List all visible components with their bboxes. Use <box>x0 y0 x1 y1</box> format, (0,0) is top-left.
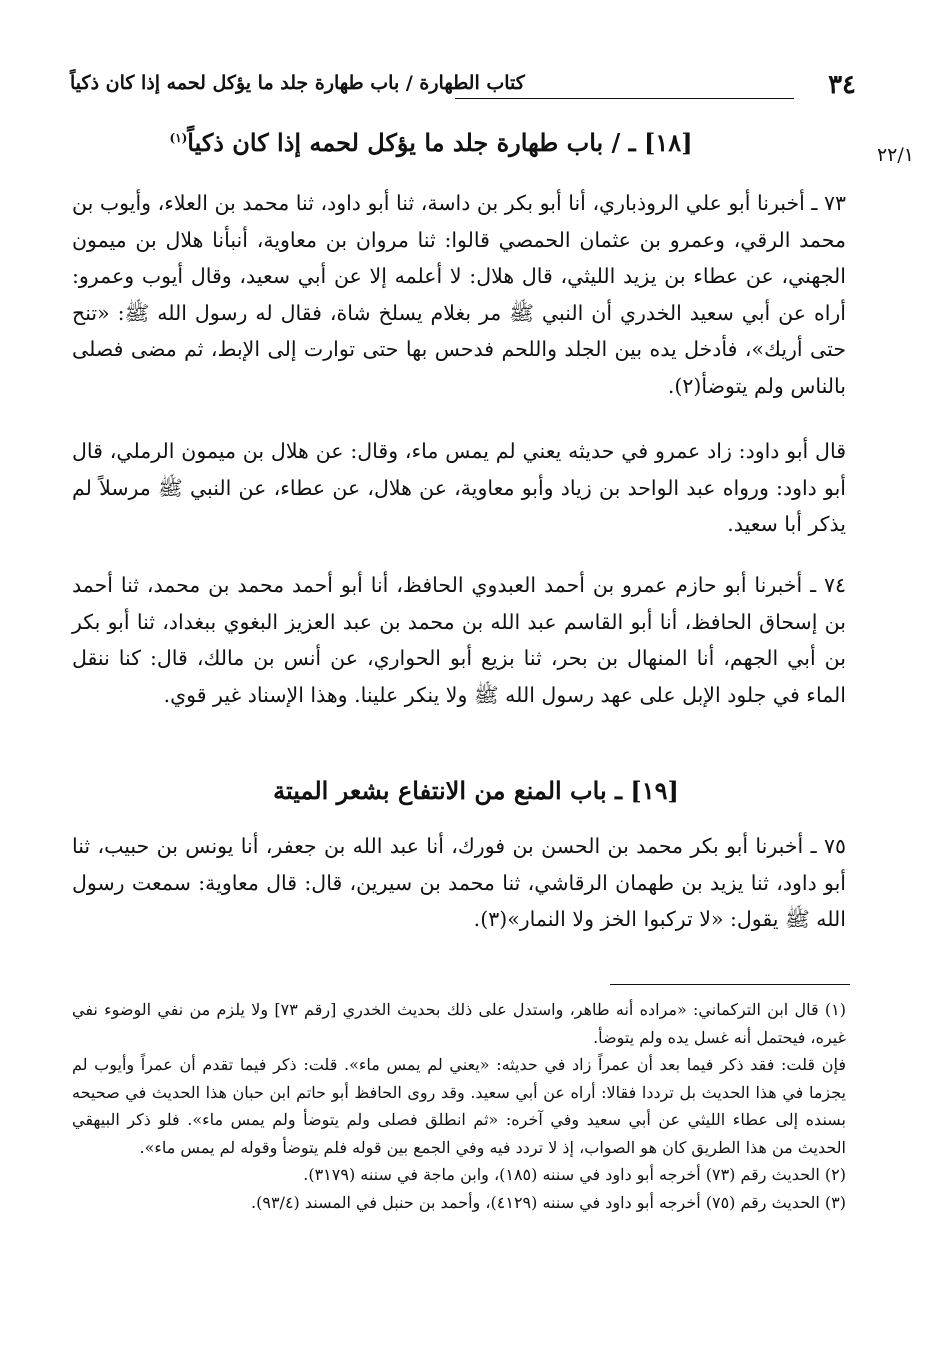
footnote-3: (٣) الحديث رقم (٧٥) أخرجه أبو داود في سننه (٤١٢٩)، وأحمد بن حنبل في المسند (٩٣/٤). <box>251 1192 846 1212</box>
page-header <box>70 64 856 104</box>
footnote-separator <box>610 984 850 985</box>
footnote-1-continued: فإن قلت: فقد ذكر فيما بعد أن عمراً زاد في حديثه: «يعني لم يمس ماء». قلت: ذكر فيما تقدم أن عمراً وأيوب لم يجزما في هذا الحديث بل ترددا فقالا: أراه عن أبي سعيد. وقد روى الحافظ أبو حاتم ابن حبان هذا الحديث في صحيحه بسنده إلى عطاء الليثي عن أبي سعيد وفي آخره: «ثم انطلق فصلى ولم يتوضأ ولم يمس ماء». فلو ذكر البيهقي الحديث من هذا الطريق كان هو الصواب، إذ لا تردد فيه وفي الجمع بين قوله فلم يتوضأ وقوله لم يمس ماء». <box>72 1055 846 1157</box>
header-rule <box>455 98 794 99</box>
section-heading-19: [١٩] ـ باب المنع من الانتفاع بشعر الميتة <box>273 776 679 805</box>
hadith-73: ٧٣ ـ أخبرنا أبو علي الروذباري، أنا أبو بكر بن داسة، ثنا أبو داود، ثنا محمد بن العلاء، وأيوب بن محمد الرقي، وعمرو بن عثمان الحمصي قالوا: ثنا مروان بن معاوية، أنبأنا هلال بن ميمون الجهني، عن عطاء بن يزيد الليثي، قال هلال: لا أعلمه إلا عن أبي سعيد، وقال أيوب وعمرو: أراه عن أبي سعيد الخدري أن النبي ﷺ مر بغلام يسلخ شاة، فقال له رسول الله ﷺ: «تنح حتى أريك»، فأدخل يده بين الجلد واللحم فدحس بها حتى توارت إلى الإبط، ثم مضى فصلى بالناس ولم يتوضأ(٢). <box>72 191 846 398</box>
hadith-75: ٧٥ ـ أخبرنا أبو بكر محمد بن الحسن بن فورك، أنا عبد الله بن جعفر، أنا يونس بن حبيب، ثنا أبو داود، ثنا يزيد بن طهمان الرقاشي، ثنا محمد بن سيرين، قال: قال معاوية: سمعت رسول الله ﷺ يقول: «لا تركبوا الخز ولا النمار»(٣). <box>72 834 846 931</box>
section-heading-18 <box>100 128 762 157</box>
section-heading-18-note: (١) <box>169 131 188 145</box>
margin-reference: ٢٢/١ <box>876 144 914 166</box>
footnote-1: (١) قال ابن التركماني: «مراده أنه طاهر، واستدل على ذلك بحديث الخدري [رقم ٧٣] ولا يلزم من نفي الوضوء نفي غيره، فيحتمل أنه غسل يده ولم يتوضأ. <box>72 1000 847 1047</box>
running-title: كتاب الطهارة / باب طهارة جلد ما يؤكل لحمه إذا كان ذكياً <box>70 72 525 94</box>
section-heading-18-text: [١٨] ـ / باب طهارة جلد ما يؤكل لحمه إذا كان ذكياً <box>187 128 693 157</box>
abu-dawud-note: قال أبو داود: زاد عمرو في حديثه يعني لم يمس ماء، وقال: عن هلال بن ميمون الرملي، قال أبو داود: ورواه عبد الواحد بن زياد وأبو معاوية، عن هلال، عن عطاء، عن النبي ﷺ مرسلاً لم يذكر أبا سعيد. <box>72 439 846 536</box>
footnotes <box>72 996 846 1216</box>
page-number: ٣٤ <box>828 70 856 100</box>
footnote-2: (٢) الحديث رقم (٧٣) أخرجه أبو داود في سننه (١٨٥)، وابن ماجة في سننه (٣١٧٩). <box>303 1165 846 1184</box>
hadith-74: ٧٤ ـ أخبرنا أبو حازم عمرو بن أحمد العبدوي الحافظ، أنا أبو أحمد محمد بن محمد، ثنا أحمد بن إسحاق الحافظ، أنا أبو القاسم عبد الله بن محمد بن عبد العزيز البغوي ببغداد، ثنا أبو بكر بن أبي الجهم، أنا المنهال بن بحر، ثنا بزيع أبو الحواري، عن أنس بن مالك، قال: كنا ننقل الماء في جلود الإبل على عهد رسول الله ﷺ ولا ينكر علينا. وهذا الإسناد غير قوي. <box>72 573 846 707</box>
